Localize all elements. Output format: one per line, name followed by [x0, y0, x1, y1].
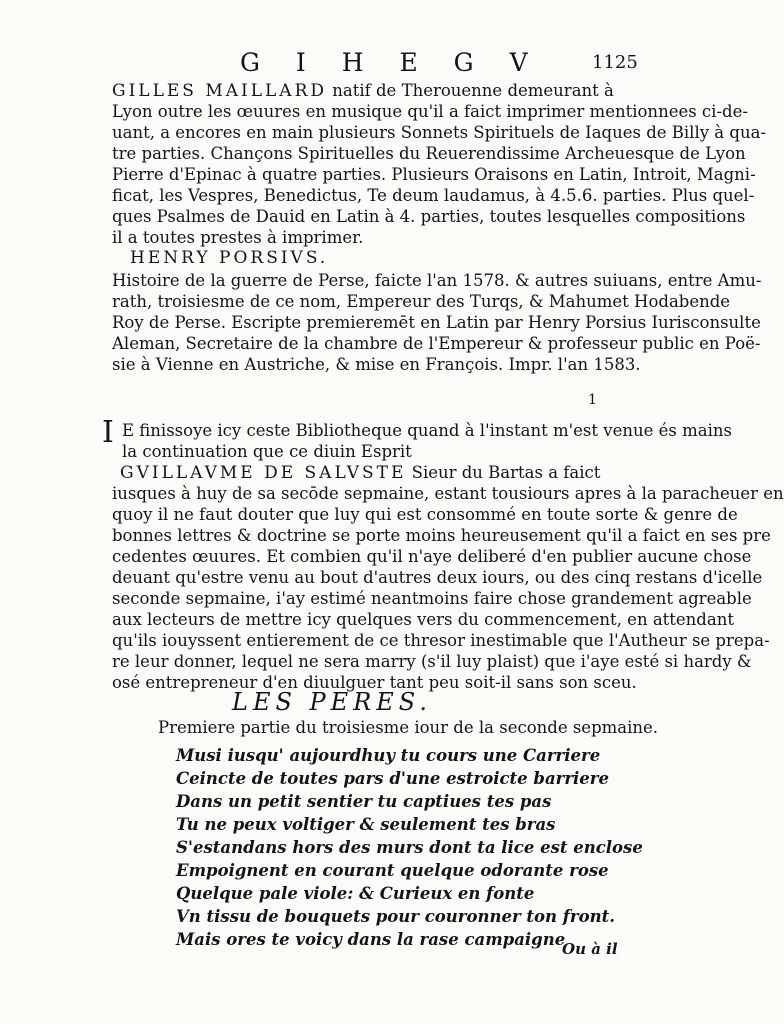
catchword: Ou à il — [562, 940, 618, 958]
closing-name: GVILLAVME DE SALVSTE — [120, 463, 407, 483]
entry-porsius-line: Histoire de la guerre de Perse, faicte l'an 1578. & autres suiuans, entre Amu- — [112, 271, 762, 290]
closing-line: osé entrepreneur d'en diuulguer tant peu soit-il sans son sceu. — [112, 673, 637, 692]
closing-line: seconde sepmaine, i'ay estimé neantmoins faire chose grandement agreable — [112, 589, 752, 608]
poem-title: LES PERES. — [232, 688, 432, 716]
poem-verse: Musi iusqu' aujourdhuy tu cours une Carriere — [176, 746, 601, 765]
running-title: G I H E G V — [240, 48, 542, 77]
closing-intro-line: la continuation que ce diuin Esprit — [122, 442, 412, 461]
entry-maillard-line-1: GILLES MAILLARD natif de Therouenne demeurant à — [112, 81, 614, 101]
closing-line-1: GVILLAVME DE SALVSTE Sieur du Bartas a faict — [120, 463, 601, 483]
poem-subtitle: Premiere partie du troisiesme iour de la seconde sepmaine. — [158, 718, 659, 737]
closing-line: deuant qu'estre venu au bout d'autres deux iours, ou des cinq restans d'icelle — [112, 568, 763, 587]
closing-line: iusques à huy de sa secōde sepmaine, estant tousiours apres à la paracheuer en — [112, 484, 784, 503]
entry-maillard-name: GILLES MAILLARD — [112, 81, 328, 101]
drop-cap: I — [102, 415, 114, 450]
entry-porsius-line: Roy de Perse. Escripte premieremēt en Latin par Henry Porsius Iurisconsulte — [112, 313, 761, 332]
closing-line: bonnes lettres & doctrine se porte moins heureusement qu'il a faict en ses pre — [112, 526, 771, 545]
closing-line: aux lecteurs de mettre icy quelques vers du commencement, en attendant — [112, 610, 734, 629]
poem-verse: Ceincte de toutes pars d'une estroicte barriere — [176, 769, 609, 788]
entry-maillard-line: ques Psalmes de Dauid en Latin à 4. parties, toutes lesquelles compositions — [112, 207, 746, 226]
entry-maillard-line: tre parties. Chançons Spirituelles du Reuerendissime Archeuesque de Lyon — [112, 144, 746, 163]
closing-line: quoy il ne faut douter que luy qui est consommé en toute sorte & genre de — [112, 505, 738, 524]
entry-porsius-line: Aleman, Secretaire de la chambre de l'Empereur & professeur public en Poë- — [112, 334, 761, 353]
entry-porsius-line: sie à Vienne en Austriche, & mise en François. Impr. l'an 1583. — [112, 355, 641, 374]
entry-maillard-line: Lyon outre les œuures en musique qu'il a faict imprimer mentionnees ci-de- — [112, 102, 748, 121]
poem-verse: Mais ores te voicy dans la rase campaigne — [176, 930, 566, 949]
entry-maillard-line: uant, a encores en main plusieurs Sonnets Spirituels de Iaques de Billy à qua- — [112, 123, 766, 142]
closing-intro-line: E finissoye icy ceste Bibliotheque quand à l'instant m'est venue és mains — [122, 421, 732, 440]
poem-verse: Quelque pale viole: & Curieux en fonte — [176, 884, 535, 903]
entry-porsius-name: HENRY PORSIVS. — [130, 248, 329, 268]
page-number: 1125 — [592, 52, 638, 73]
poem-verse: Empoignent en courant quelque odorante rose — [176, 861, 609, 880]
closing-line: re leur donner, lequel ne sera marry (s'il luy plaist) que i'aye esté si hardy & — [112, 652, 752, 671]
margin-mark: 1 — [588, 392, 597, 408]
closing-line: cedentes œuures. Et combien qu'il n'aye deliberé d'en publier aucune chose — [112, 547, 752, 566]
poem-verse: Tu ne peux voltiger & seulement tes bras — [176, 815, 556, 834]
entry-maillard-line: Pierre d'Epinac à quatre parties. Plusieurs Oraisons en Latin, Introit, Magni- — [112, 165, 756, 184]
poem-verse: Vn tissu de bouquets pour couronner ton front. — [176, 907, 615, 926]
entry-maillard-line: il a toutes prestes à imprimer. — [112, 228, 364, 247]
closing-line: qu'ils iouyssent entierement de ce thresor inestimable que l'Autheur se prepa- — [112, 631, 770, 650]
entry-porsius-line: rath, troisiesme de ce nom, Empereur des Turqs, & Mahumet Hodabende — [112, 292, 731, 311]
entry-maillard-line: ficat, les Vespres, Benedictus, Te deum laudamus, à 4.5.6. parties. Plus quel- — [112, 186, 755, 205]
poem-verse: S'estandans hors des murs dont ta lice est enclose — [176, 838, 643, 857]
poem-verse: Dans un petit sentier tu captiues tes pas — [176, 792, 552, 811]
